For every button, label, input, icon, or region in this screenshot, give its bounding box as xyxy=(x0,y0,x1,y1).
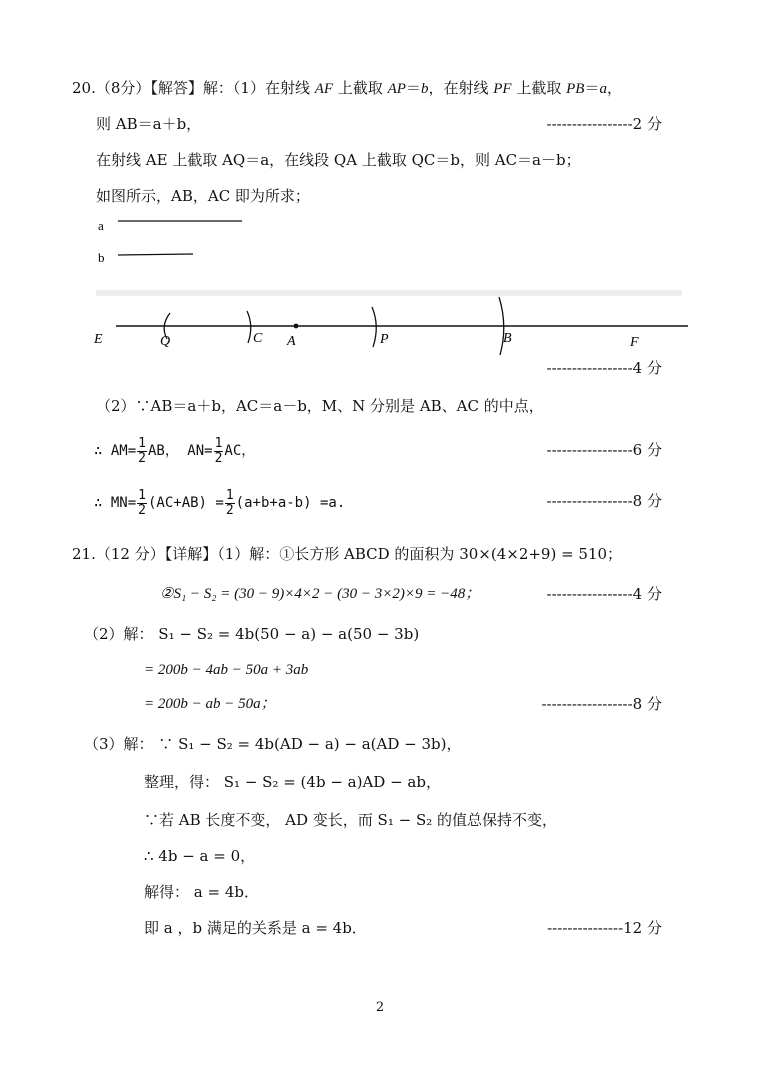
label-a: A xyxy=(287,334,296,349)
q21-part2-line-1: （2）解： S₁ − S₂ = 4b(50 − a) − a(50 − 3b) xyxy=(84,625,420,643)
label-f: F xyxy=(630,335,639,350)
q20-eq: ＝ xyxy=(584,79,600,97)
label-q: Q xyxy=(160,334,171,349)
mn-prefix: ∴ MN= xyxy=(94,495,137,511)
q21-part3-line-4: ∴ 4b − a = 0， xyxy=(144,847,256,865)
q21-part2-line-2: = 200b − 4ab − 50a + 3ab xyxy=(144,662,309,678)
fraction-half: $\frac{1}{2}$ xyxy=(138,435,146,466)
q21-line-2: ②S₁ − S₂ = (30 − 9)×4×2 − (30 − 3×2)×9 = −48； xyxy=(160,586,481,602)
q20-line-4: 如图所示，AB，AC 即为所求； xyxy=(96,187,310,205)
label-p: P xyxy=(380,332,389,347)
q21-part3-line-3: ∵若 AB 长度不变， AD 变长，而 S₁ − S₂ 的值总保持不变， xyxy=(144,811,558,829)
q20-line-3: 在射线 AE 上截取 AQ＝a，在线段 QA 上截取 QC＝b，则 AC＝a－b； xyxy=(96,151,581,169)
mn-mid: (AC+AB) = xyxy=(147,495,224,511)
q20-seg-ap: AP xyxy=(387,81,406,97)
q20-score-6: -----------------6 分 xyxy=(546,441,662,459)
q20-line-1 xyxy=(72,78,622,99)
q21-part2-line-3: = 200b − ab − 50a； xyxy=(144,696,276,712)
an-suffix: AC， xyxy=(224,443,256,459)
arc-p xyxy=(372,307,376,347)
am-suffix: AB， xyxy=(147,443,179,459)
q20-mn-line xyxy=(94,488,345,518)
am-prefix: ∴ AM= xyxy=(94,443,137,459)
label-e: E xyxy=(94,332,103,347)
mn-suffix: (a+b+a-b) =a. xyxy=(235,495,346,511)
q20-score-8: -----------------8 分 xyxy=(546,492,662,510)
label-b: B xyxy=(503,331,512,346)
point-a-dot xyxy=(294,324,299,329)
q21-header: 21.（12 分）【详解】（1）解：①长方形 ABCD 的面积为 30×(4×2+9) = 510； xyxy=(72,545,623,563)
q20-line-2: 则 AB＝a＋b， xyxy=(96,115,202,133)
q20-text: 上截取 xyxy=(511,79,567,97)
seg-b-label: b xyxy=(98,250,105,265)
q20-part2-line: （2）∵AB＝a＋b，AC＝a－b，M、N 分别是 AB、AC 的中点， xyxy=(96,397,544,415)
q21-score-12: ---------------12 分 xyxy=(547,919,662,937)
q20-ray-af: AF xyxy=(314,81,334,97)
q20-header: 20.（8分）【解答】解：（1）在射线 xyxy=(72,79,310,97)
q20-text: 上截取 xyxy=(333,79,388,97)
label-c: C xyxy=(253,331,263,346)
seg-b-line xyxy=(118,254,193,255)
q20-var-b: b xyxy=(420,81,429,97)
q20-ray-pf: PF xyxy=(493,81,512,97)
q20-am-an-line xyxy=(94,436,255,466)
q21-score-4: -----------------4 分 xyxy=(546,585,662,603)
q20-text: ， xyxy=(606,79,622,97)
q20-eq: ＝ xyxy=(405,79,421,97)
q20-construction-figure xyxy=(0,205,760,355)
q20-seg-pb: PB xyxy=(566,81,585,97)
q21-part3-line-2: 整理，得： S₁ − S₂ = (4b − a)AD − ab， xyxy=(144,773,441,791)
q21-part3-line-1: （3）解： ∵ S₁ − S₂ = 4b(AD − a) − a(AD − 3b)， xyxy=(84,735,462,753)
page-number: 2 xyxy=(375,1000,385,1015)
q20-score-4: -----------------4 分 xyxy=(546,359,662,377)
fraction-half: $\frac{1}{2}$ xyxy=(225,487,234,518)
q20-score-2: -----------------2 分 xyxy=(546,115,662,133)
q21-part3-line-6: 即 a ，b 满足的关系是 a = 4b． xyxy=(144,919,367,937)
fraction-half: $\frac{1}{2}$ xyxy=(214,435,223,466)
q20-var-a: a xyxy=(599,81,607,97)
q21-part3-line-5: 解得： a = 4b． xyxy=(144,883,259,901)
seg-a-label: a xyxy=(98,218,104,233)
q20-text: ，在射线 xyxy=(428,79,494,97)
an-prefix: AN= xyxy=(187,443,213,459)
fraction-half: $\frac{1}{2}$ xyxy=(138,487,146,518)
arc-c xyxy=(247,311,251,343)
q21-score-8: ------------------8 分 xyxy=(541,695,662,713)
